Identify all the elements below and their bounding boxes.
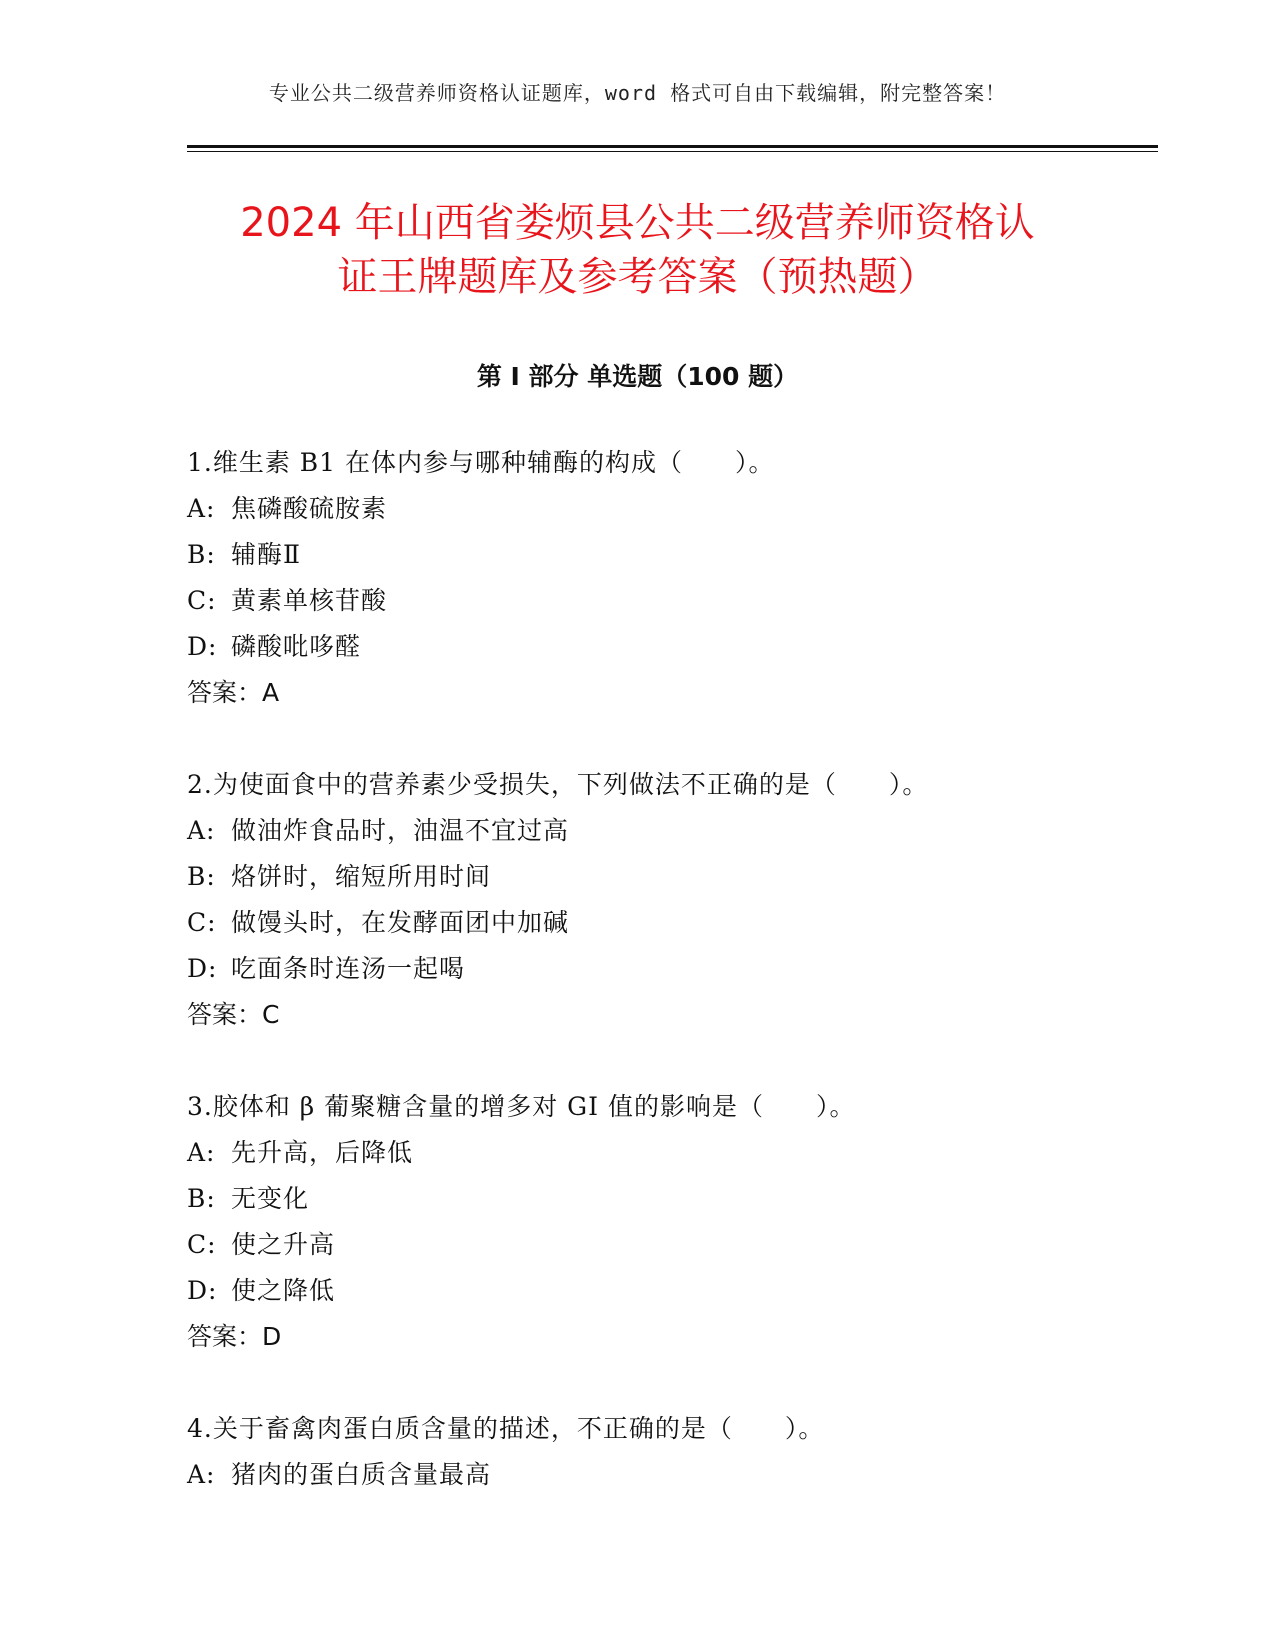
option-d: [187, 624, 1147, 670]
option-key: A:: [187, 816, 216, 845]
header-rule-thin: [187, 151, 1158, 152]
answer-value: D: [262, 1322, 282, 1351]
document-title: [160, 196, 1115, 304]
question-3: [187, 1084, 1147, 1360]
option-key: C:: [187, 908, 217, 937]
option-a: [187, 1130, 1147, 1176]
option-text: 使之升高: [231, 1230, 336, 1259]
question-1: [187, 440, 1147, 716]
option-d: [187, 1268, 1147, 1314]
option-key: B:: [187, 540, 216, 569]
header-note: 专业公共二级营养师资格认证题库，word 格式可自由下载编辑，附完整答案！: [268, 81, 1007, 105]
question-2: [187, 762, 1147, 1038]
option-text: 使之降低: [231, 1276, 336, 1305]
answer-value: C: [262, 1000, 280, 1029]
option-text: 猪肉的蛋白质含量最高: [231, 1460, 492, 1489]
option-key: B:: [187, 862, 216, 891]
answer-line: [187, 1314, 1147, 1360]
section-title: 第 I 部分 单选题（100 题）: [476, 362, 799, 391]
question-text: 关于畜禽肉蛋白质含量的描述，不正确的是（ ）。: [212, 1414, 825, 1443]
option-key: D:: [187, 1276, 218, 1305]
option-a: [187, 808, 1147, 854]
question-number: 3.: [187, 1092, 213, 1121]
option-b: [187, 854, 1147, 900]
option-text: 焦磷酸硫胺素: [231, 494, 388, 523]
option-key: B:: [187, 1184, 216, 1213]
answer-label: 答案：: [187, 678, 263, 707]
header-rule-thick: [187, 145, 1158, 148]
answer-value: A: [262, 678, 280, 707]
question-text: 胶体和 β 葡聚糖含量的增多对 GI 值的影响是（ ）。: [212, 1092, 856, 1121]
option-text: 磷酸吡哆醛: [231, 632, 362, 661]
option-key: A:: [187, 1460, 216, 1489]
option-key: C:: [187, 586, 217, 615]
answer-line: [187, 670, 1147, 716]
option-text: 做油炸食品时，油温不宜过高: [231, 816, 570, 845]
option-text: 辅酶Ⅱ: [231, 540, 301, 569]
question-stem: [187, 1084, 1147, 1130]
option-a: [187, 1452, 1147, 1498]
question-number: 2.: [187, 770, 213, 799]
option-key: A:: [187, 1138, 216, 1167]
answer-line: [187, 992, 1147, 1038]
option-text: 先升高，后降低: [231, 1138, 414, 1167]
option-b: [187, 1176, 1147, 1222]
option-key: D:: [187, 632, 218, 661]
option-b: [187, 532, 1147, 578]
option-text: 无变化: [231, 1184, 310, 1213]
option-text: 烙饼时，缩短所用时间: [231, 862, 492, 891]
question-stem: [187, 762, 1147, 808]
option-d: [187, 946, 1147, 992]
question-number: 1.: [187, 448, 213, 477]
option-key: A:: [187, 494, 216, 523]
answer-label: 答案：: [187, 1000, 263, 1029]
option-c: [187, 900, 1147, 946]
option-text: 做馒头时，在发酵面团中加碱: [231, 908, 570, 937]
option-key: D:: [187, 954, 218, 983]
option-c: [187, 578, 1147, 624]
option-c: [187, 1222, 1147, 1268]
question-list: [187, 440, 1147, 1544]
question-4: [187, 1406, 1147, 1498]
question-text: 维生素 B1 在体内参与哪种辅酶的构成（ ）。: [212, 448, 775, 477]
option-text: 黄素单核苷酸: [231, 586, 388, 615]
title-line-2: 证王牌题库及参考答案（预热题）: [337, 254, 938, 300]
option-text: 吃面条时连汤一起喝: [231, 954, 466, 983]
title-line-1: 2024 年山西省娄烦县公共二级营养师资格认: [240, 200, 1035, 246]
option-a: [187, 486, 1147, 532]
option-key: C:: [187, 1230, 217, 1259]
question-text: 为使面食中的营养素少受损失，下列做法不正确的是（ ）。: [212, 770, 929, 799]
question-stem: [187, 1406, 1147, 1452]
question-stem: [187, 440, 1147, 486]
question-number: 4.: [187, 1414, 213, 1443]
answer-label: 答案：: [187, 1322, 263, 1351]
